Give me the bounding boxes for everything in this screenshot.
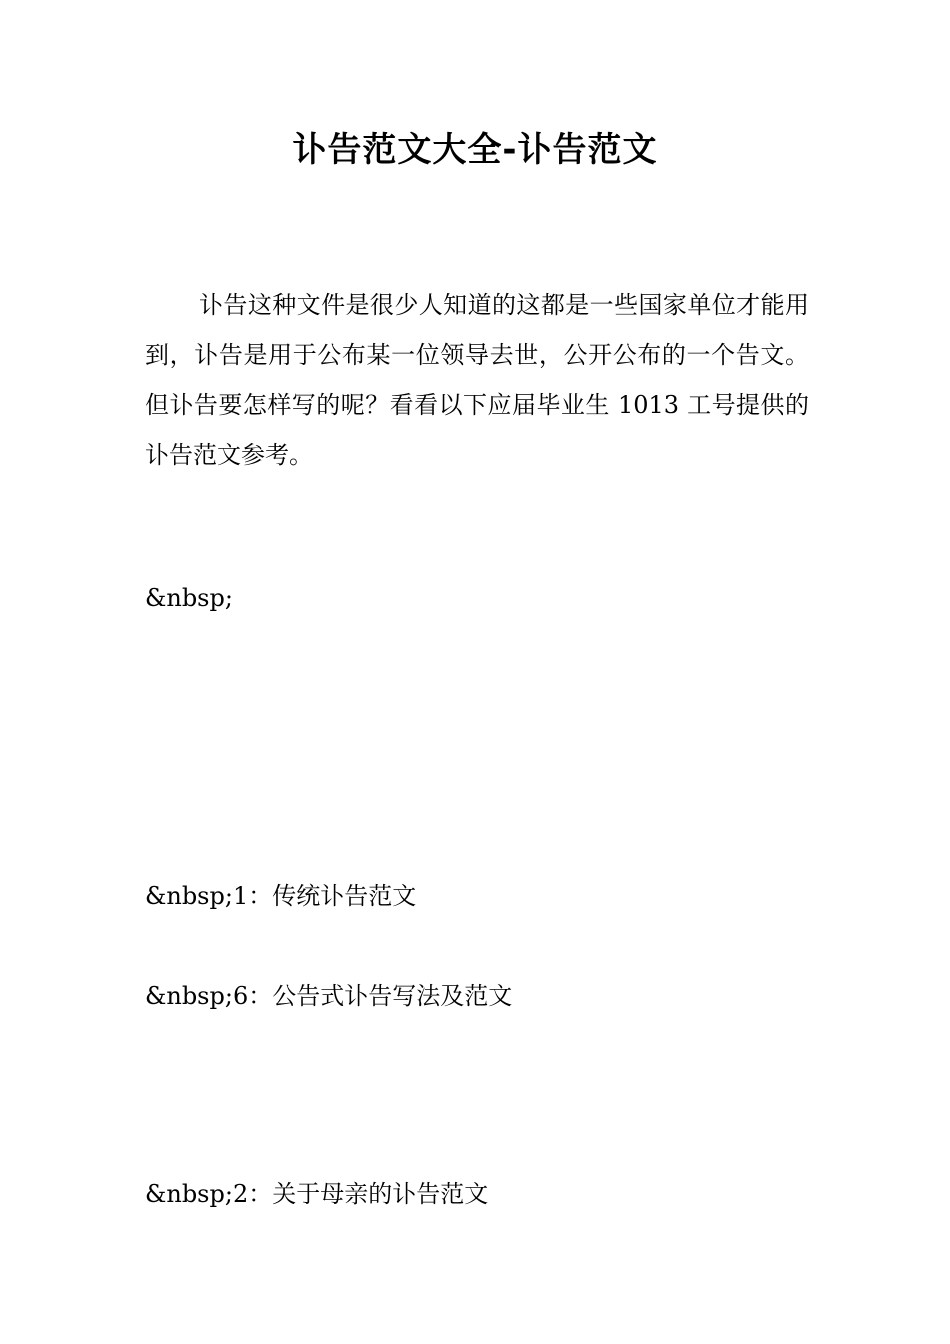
section-link-traditional: &nbsp;1：传统讣告范文 <box>145 882 417 910</box>
section-link-mother: &nbsp;2：关于母亲的讣告范文 <box>145 1180 489 1208</box>
document-title: 讣告范文大全-讣告范文 <box>292 130 658 170</box>
section-link-announcement: &nbsp;6：公告式讣告写法及范文 <box>145 982 513 1010</box>
nbsp-line: &nbsp; <box>145 584 233 612</box>
intro-paragraph: 讣告这种文件是很少人知道的这都是一些国家单位才能用到，讣告是用于公布某一位领导去世，公开公布的一个告文。但讣告要怎样写的呢？看看以下应届毕业生 1013 工号提供的讣告范文参考。 <box>145 291 809 469</box>
